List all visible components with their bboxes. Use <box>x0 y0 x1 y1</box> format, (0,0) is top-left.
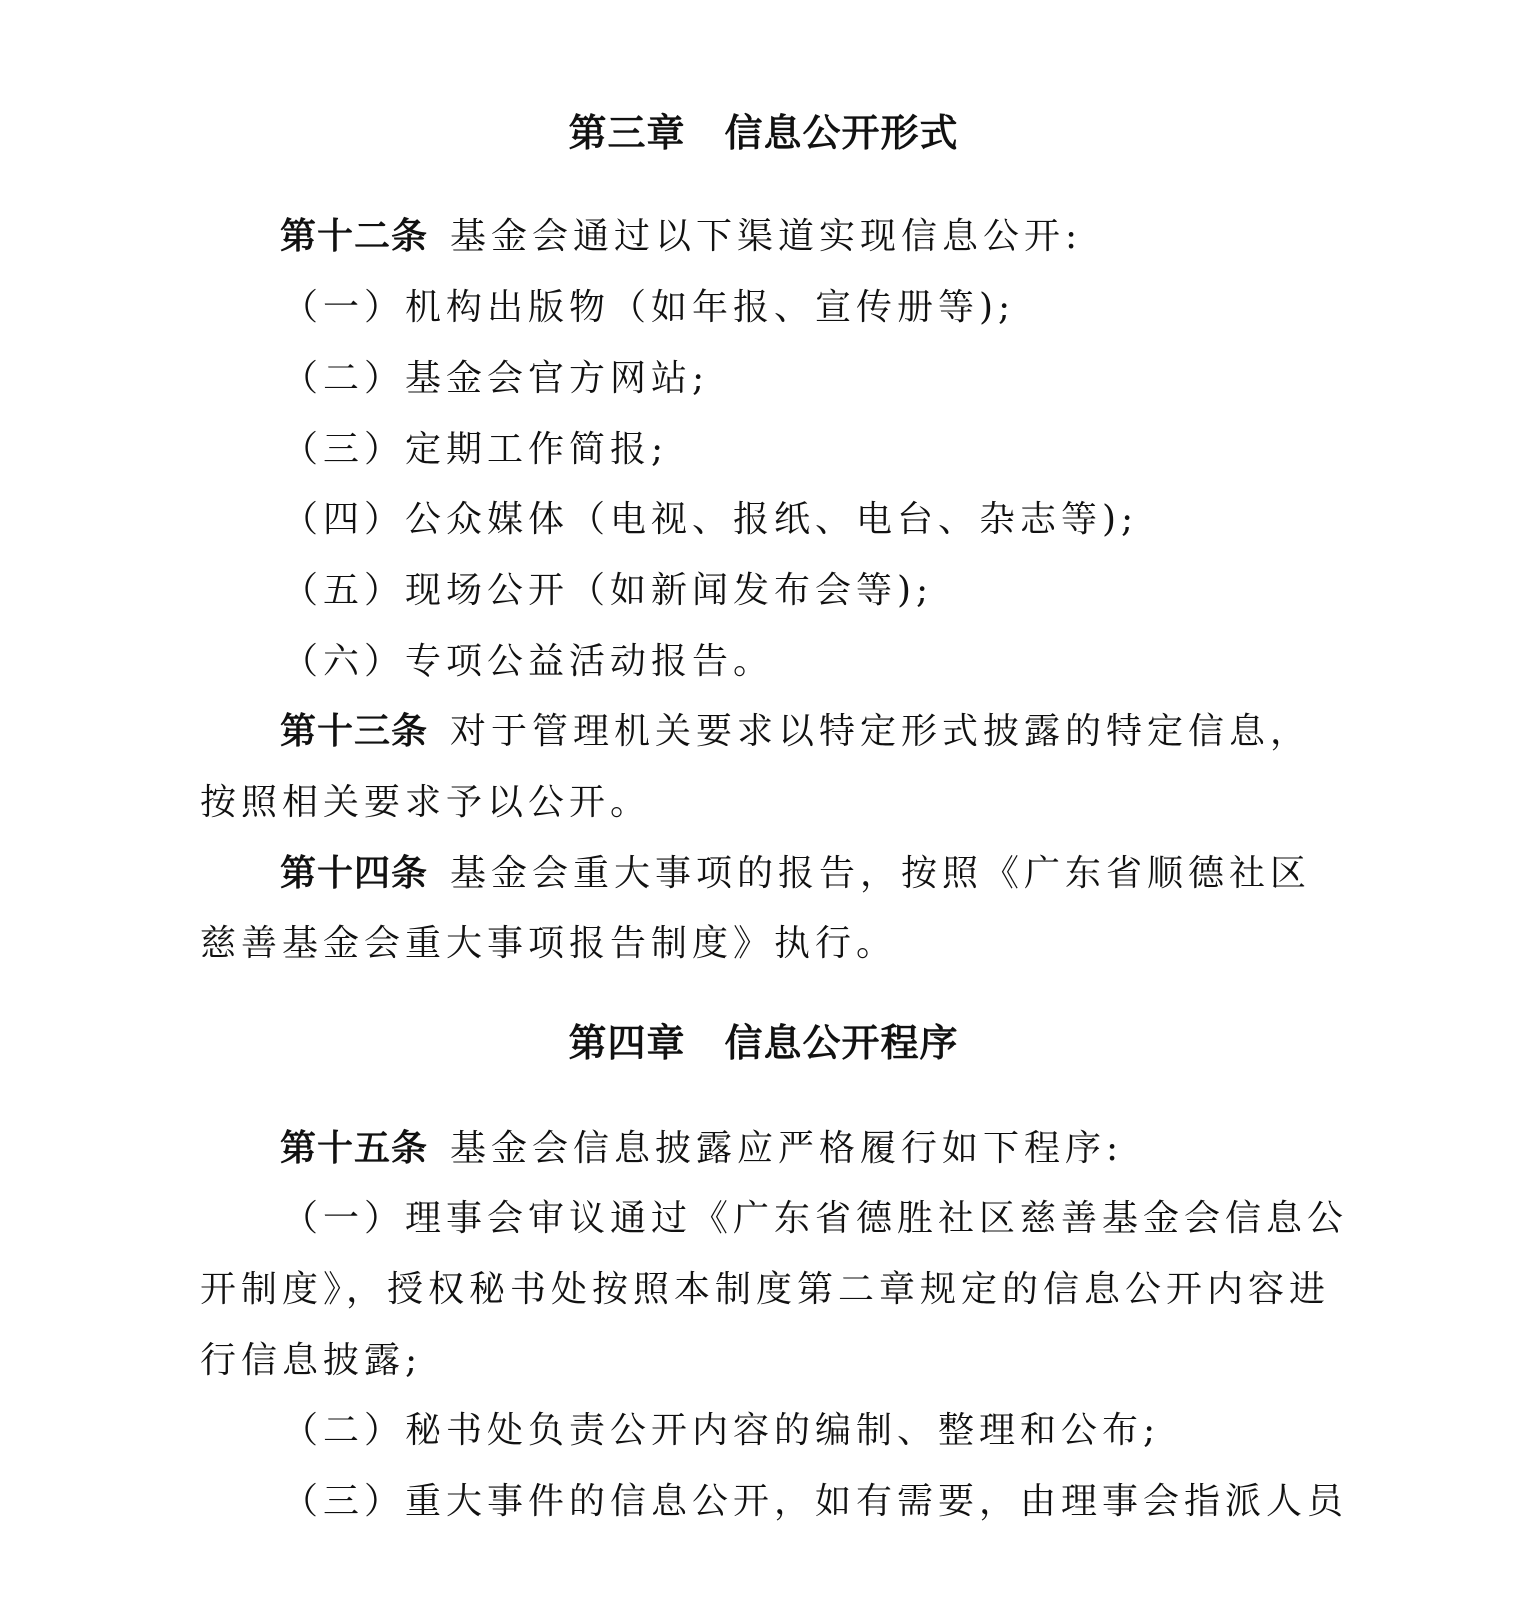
article-12-label: 第十二条 <box>280 216 429 257</box>
chapter-3-title: 第三章 信息公开形式 <box>568 111 959 155</box>
article-13-label: 第十三条 <box>280 711 429 752</box>
article-13-text-1: 对于管理机关要求以特定形式披露的特定信息， <box>450 711 1312 752</box>
article-12-item-5: （五）现场公开（如新闻发布会等); <box>282 570 934 611</box>
article-14-text-1: 基金会重大事项的报告，按照《广东省顺德社区 <box>450 853 1312 894</box>
article-12-item-4: （四）公众媒体（电视、报纸、电台、杂志等); <box>282 499 1139 540</box>
article-14-label: 第十四条 <box>280 853 429 894</box>
article-12-text: 基金会通过以下渠道实现信息公开: <box>450 216 1083 257</box>
article-15-item-3: （三）重大事件的信息公开，如有需要，由理事会指派人员 <box>282 1481 1349 1522</box>
chapter-4-title: 第四章 信息公开程序 <box>568 1021 959 1065</box>
article-15-text: 基金会信息披露应严格履行如下程序: <box>450 1128 1124 1169</box>
article-12-item-1: （一）机构出版物（如年报、宣传册等); <box>282 287 1016 328</box>
article-12-item-6: （六）专项公益活动报告。 <box>282 641 775 682</box>
article-15-label: 第十五条 <box>280 1128 429 1169</box>
article-15-item-1-line-3: 行信息披露; <box>200 1340 423 1381</box>
article-13-line-1 <box>280 707 1311 757</box>
article-12-line <box>280 212 1082 262</box>
article-12-item-3: （三）定期工作简报; <box>282 429 669 470</box>
article-13-line-2: 按照相关要求予以公开。 <box>200 782 652 823</box>
article-14-line-1 <box>280 849 1311 899</box>
article-14-line-2: 慈善基金会重大事项报告制度》执行。 <box>200 923 898 964</box>
article-15-item-1-line-2: 开制度》，授权秘书处按照本制度第二章规定的信息公开内容进 <box>200 1269 1331 1310</box>
article-15-item-2: （二）秘书处负责公开内容的编制、整理和公布; <box>282 1410 1161 1451</box>
article-15-item-1-line-1: （一）理事会审议通过《广东省德胜社区慈善基金会信息公 <box>282 1198 1349 1239</box>
article-12-item-2: （二）基金会官方网站; <box>282 358 710 399</box>
article-15-line <box>280 1124 1123 1174</box>
